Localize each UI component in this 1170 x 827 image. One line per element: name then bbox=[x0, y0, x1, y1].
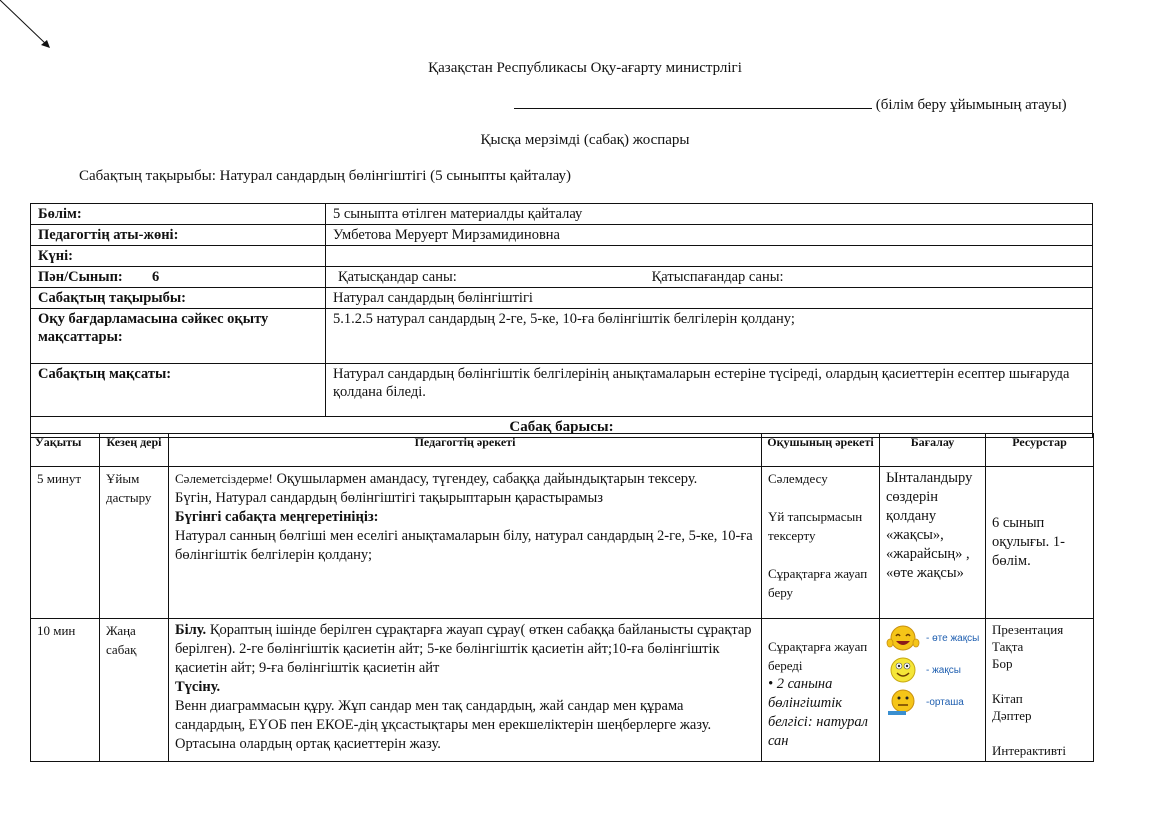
row2-stage: Жаңа сабақ bbox=[100, 619, 169, 762]
resource-presentation: Презентация bbox=[992, 622, 1064, 637]
row1-teacher-p2: Бүгін, Натурал сандардың бөлінгіштігі тақырыптарын қарастырамыз bbox=[175, 490, 603, 506]
row1-teacher-p1: Оқушылармен амандасу, түгендеу, сабаққа дайындықтарын тексеру. bbox=[272, 471, 698, 487]
row2-resources bbox=[986, 619, 1094, 762]
plan-title: Қысқа мерзімді (сабақ) жоспары bbox=[480, 132, 690, 148]
date-label: Күні: bbox=[31, 246, 326, 267]
section-value: 5 сыныпта өтілген материалды қайталау bbox=[326, 204, 1093, 225]
section-label: Бөлім: bbox=[31, 204, 326, 225]
info-row-topic bbox=[31, 288, 1093, 309]
row2-student bbox=[762, 619, 880, 762]
resource-board: Тақта bbox=[992, 639, 1024, 654]
emoji-average bbox=[886, 687, 985, 717]
organization-note: (білім беру ұйымының атауы) bbox=[875, 97, 1067, 113]
row1-teacher-p3: Натурал санның бөлгіші мен еселігі анықтамаларын білу, натурал сандардың 2-ге, 5-ке, 10-ға бөлінгіштік белгілерін қолдану; bbox=[175, 528, 753, 563]
row1-teacher bbox=[169, 467, 762, 619]
col-assessment: Бағалау bbox=[880, 434, 986, 467]
objectives-label: Оқу бағдарламасына сәйкес оқыту мақсаттары: bbox=[31, 309, 326, 364]
info-row-grade bbox=[31, 267, 1093, 288]
row2-student-bullet: • 2 санына бөлінгіштік белгісі: натурал сан bbox=[768, 676, 868, 749]
objectives-value: 5.1.2.5 натурал сандардың 2-ге, 5-ке, 10-ға бөлінгіштік белгілерін қолдану; bbox=[326, 309, 1093, 364]
grade-cell bbox=[31, 267, 326, 288]
row2-teacher bbox=[169, 619, 762, 762]
teacher-label: Педагогтің аты-жөні: bbox=[31, 225, 326, 246]
row2-teacher-p1: Қораптың ішінде берілген сұрақтарға жауап сұрау( өткен сабаққа байланысты сұрақтар берілген). 2-ге бөлінгіштік қасиетін айт; 5-ке бөлінгіштік қасиетін айт;10-ға бөлінгіштік қасиетін айт; 9-ға бөлінгіштік қасиетін айт bbox=[175, 622, 752, 676]
row1-student-3: Сұрақтарға жауап беру bbox=[768, 566, 868, 600]
topic-label: Сабақтың тақырыбы: bbox=[31, 288, 326, 309]
row1-greeting: Сәлеметсіздерме! bbox=[175, 471, 273, 486]
info-row-objectives bbox=[31, 309, 1093, 364]
row1-resources: 6 сынып оқулығы. 1-бөлім. bbox=[986, 467, 1094, 619]
row1-stage: Ұйым дастыру bbox=[100, 467, 169, 619]
smiling-face-icon bbox=[886, 655, 920, 685]
row1-assessment: Ынталандыру сөздерін қолдану «жақсы», «жарайсың» , «өте жақсы» bbox=[880, 467, 986, 619]
table-row bbox=[31, 467, 1094, 619]
ministry-title: Қазақстан Республикасы Оқу-ағарту министрлігі bbox=[428, 60, 742, 76]
row1-teacher-bold: Бүгінгі сабақта меңгеретініңіз: bbox=[175, 509, 379, 525]
row1-time: 5 минут bbox=[31, 467, 100, 619]
col-student: Оқушының әрекеті bbox=[762, 434, 880, 467]
emoji-label-very-good: - өте жақсы bbox=[926, 632, 980, 644]
col-resources: Ресурстар bbox=[986, 434, 1094, 467]
info-row-date bbox=[31, 246, 1093, 267]
row1-student-1: Сәлемдесу bbox=[768, 471, 828, 486]
aim-label: Сабақтың мақсаты: bbox=[31, 364, 326, 417]
row2-teacher-bold2: Түсіну. bbox=[175, 679, 221, 695]
table-row bbox=[31, 619, 1094, 762]
row2-teacher-p2: Венн диаграммасын құру. Жұп сандар мен тақ сандардың, жай сандар мен құрама сандардың, ЕҮОБ пен ЕКОЕ-дің ұқсастықтары мен ерекшеліктерін шеңберлерге жазу. Ортасына олардың ортақ қасиеттерін жазу. bbox=[175, 698, 712, 752]
lesson-topic-line: Сабақтың тақырыбы: Натурал сандардың бөлінгіштігі (5 сыныпты қайталау) bbox=[79, 168, 572, 184]
row2-assessment bbox=[880, 619, 986, 762]
progress-header: Сабақ барысы: bbox=[31, 417, 1093, 438]
info-row-aim bbox=[31, 364, 1093, 417]
date-value bbox=[326, 246, 1093, 267]
row2-teacher-bold1: Білу. bbox=[175, 622, 207, 638]
lesson-progress-table bbox=[30, 433, 1094, 762]
teacher-value: Умбетова Меруерт Мирзамидиновна bbox=[326, 225, 1093, 246]
present-label: Қатысқандар саны: bbox=[338, 269, 457, 285]
emoji-good bbox=[886, 655, 985, 685]
absent-label: Қатыспағандар саны: bbox=[651, 269, 784, 285]
resource-interactive: Интерактивті bbox=[992, 743, 1066, 758]
info-row-section bbox=[31, 204, 1093, 225]
row2-student-1: Сұрақтарға жауап береді bbox=[768, 639, 868, 673]
resource-chalk: Бор bbox=[992, 656, 1013, 671]
progress-header-row bbox=[31, 434, 1094, 467]
aim-value: Натурал сандардың бөлінгіштік белгілерінің анықтамаларын естеріне түсіреді, олардың қасиеттерін есептер шығаруда қолдана біледі. bbox=[326, 364, 1093, 417]
emoji-very-good bbox=[886, 623, 985, 653]
diagonal-arrow-icon bbox=[0, 0, 60, 55]
organization-blank bbox=[514, 96, 872, 109]
neutral-face-icon bbox=[886, 687, 920, 717]
col-stage: Кезең дері bbox=[100, 434, 169, 467]
resource-notebook: Дәптер bbox=[992, 708, 1032, 723]
resource-book: Кітап bbox=[992, 691, 1023, 706]
emoji-label-good: - жақсы bbox=[926, 664, 961, 676]
lesson-info-table bbox=[30, 203, 1093, 438]
info-row-teacher bbox=[31, 225, 1093, 246]
laughing-face-icon bbox=[886, 623, 920, 653]
organization-line bbox=[514, 96, 1067, 114]
row1-student-2: Үй тапсырмасын тексерту bbox=[768, 509, 863, 543]
col-teacher: Педагогтің әрекеті bbox=[169, 434, 762, 467]
row2-time: 10 мин bbox=[31, 619, 100, 762]
topic-value: Натурал сандардың бөлінгіштігі bbox=[326, 288, 1093, 309]
grade-value: 6 bbox=[152, 269, 160, 285]
row1-student bbox=[762, 467, 880, 619]
col-time: Уақыты bbox=[31, 434, 100, 467]
grade-label: Пән/Сынып: bbox=[38, 269, 123, 285]
emoji-label-average: -орташа bbox=[926, 696, 964, 708]
attendance-cell bbox=[326, 267, 1093, 288]
